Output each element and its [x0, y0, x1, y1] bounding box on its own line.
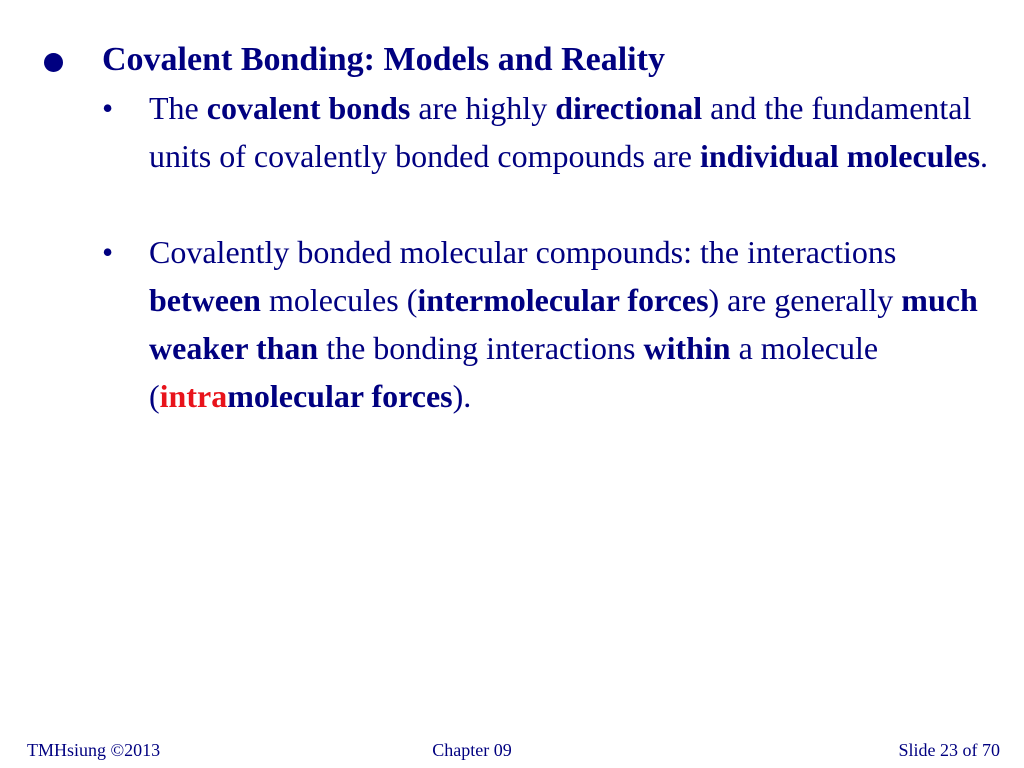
bullet-marker: •: [102, 90, 114, 126]
text-segment: .: [980, 138, 989, 174]
text-segment: a molecule (: [149, 330, 879, 414]
text-segment: ).: [452, 378, 472, 414]
footer-chapter: Chapter 09: [432, 740, 512, 760]
accent-term-intra: intra: [159, 378, 228, 414]
footer-slide-number: Slide 23 of 70: [898, 740, 1000, 760]
bold-term-molecular-forces: molecular forces: [227, 378, 453, 414]
bold-term-covalent-bonds: covalent bonds: [206, 90, 411, 126]
sub-bullet-2: [96, 228, 996, 420]
bold-term-intermolecular-forces: intermolecular forces: [417, 282, 709, 318]
filled-circle-bullet-icon: [44, 53, 63, 72]
text-segment: are highly: [410, 90, 556, 126]
text-segment: the bonding interactions: [318, 330, 644, 366]
bold-term-individual-molecules: individual molecules: [699, 138, 981, 174]
text-segment: molecules (: [260, 282, 418, 318]
text-segment: The: [149, 90, 207, 126]
bold-term-between: between: [149, 282, 261, 318]
slide-heading: Covalent Bonding: Models and Reality: [102, 41, 665, 78]
bold-term-much-weaker-than: much weaker than: [149, 282, 978, 366]
sub-bullet-1-text: [149, 84, 996, 180]
sub-bullet-1: [96, 84, 996, 180]
text-segment: Covalently bonded molecular compounds: the interactions: [149, 234, 897, 270]
bullet-marker: •: [102, 234, 114, 270]
footer-copyright: TMHsiung ©2013: [27, 740, 161, 760]
text-segment: and the fundamental units of covalently bonded compounds are: [149, 90, 972, 174]
sub-bullet-2-text: [149, 228, 996, 420]
bold-term-within: within: [643, 330, 731, 366]
bold-term-directional: directional: [555, 90, 703, 126]
text-segment: ) are generally: [708, 282, 902, 318]
main-bullet: [40, 36, 1000, 84]
